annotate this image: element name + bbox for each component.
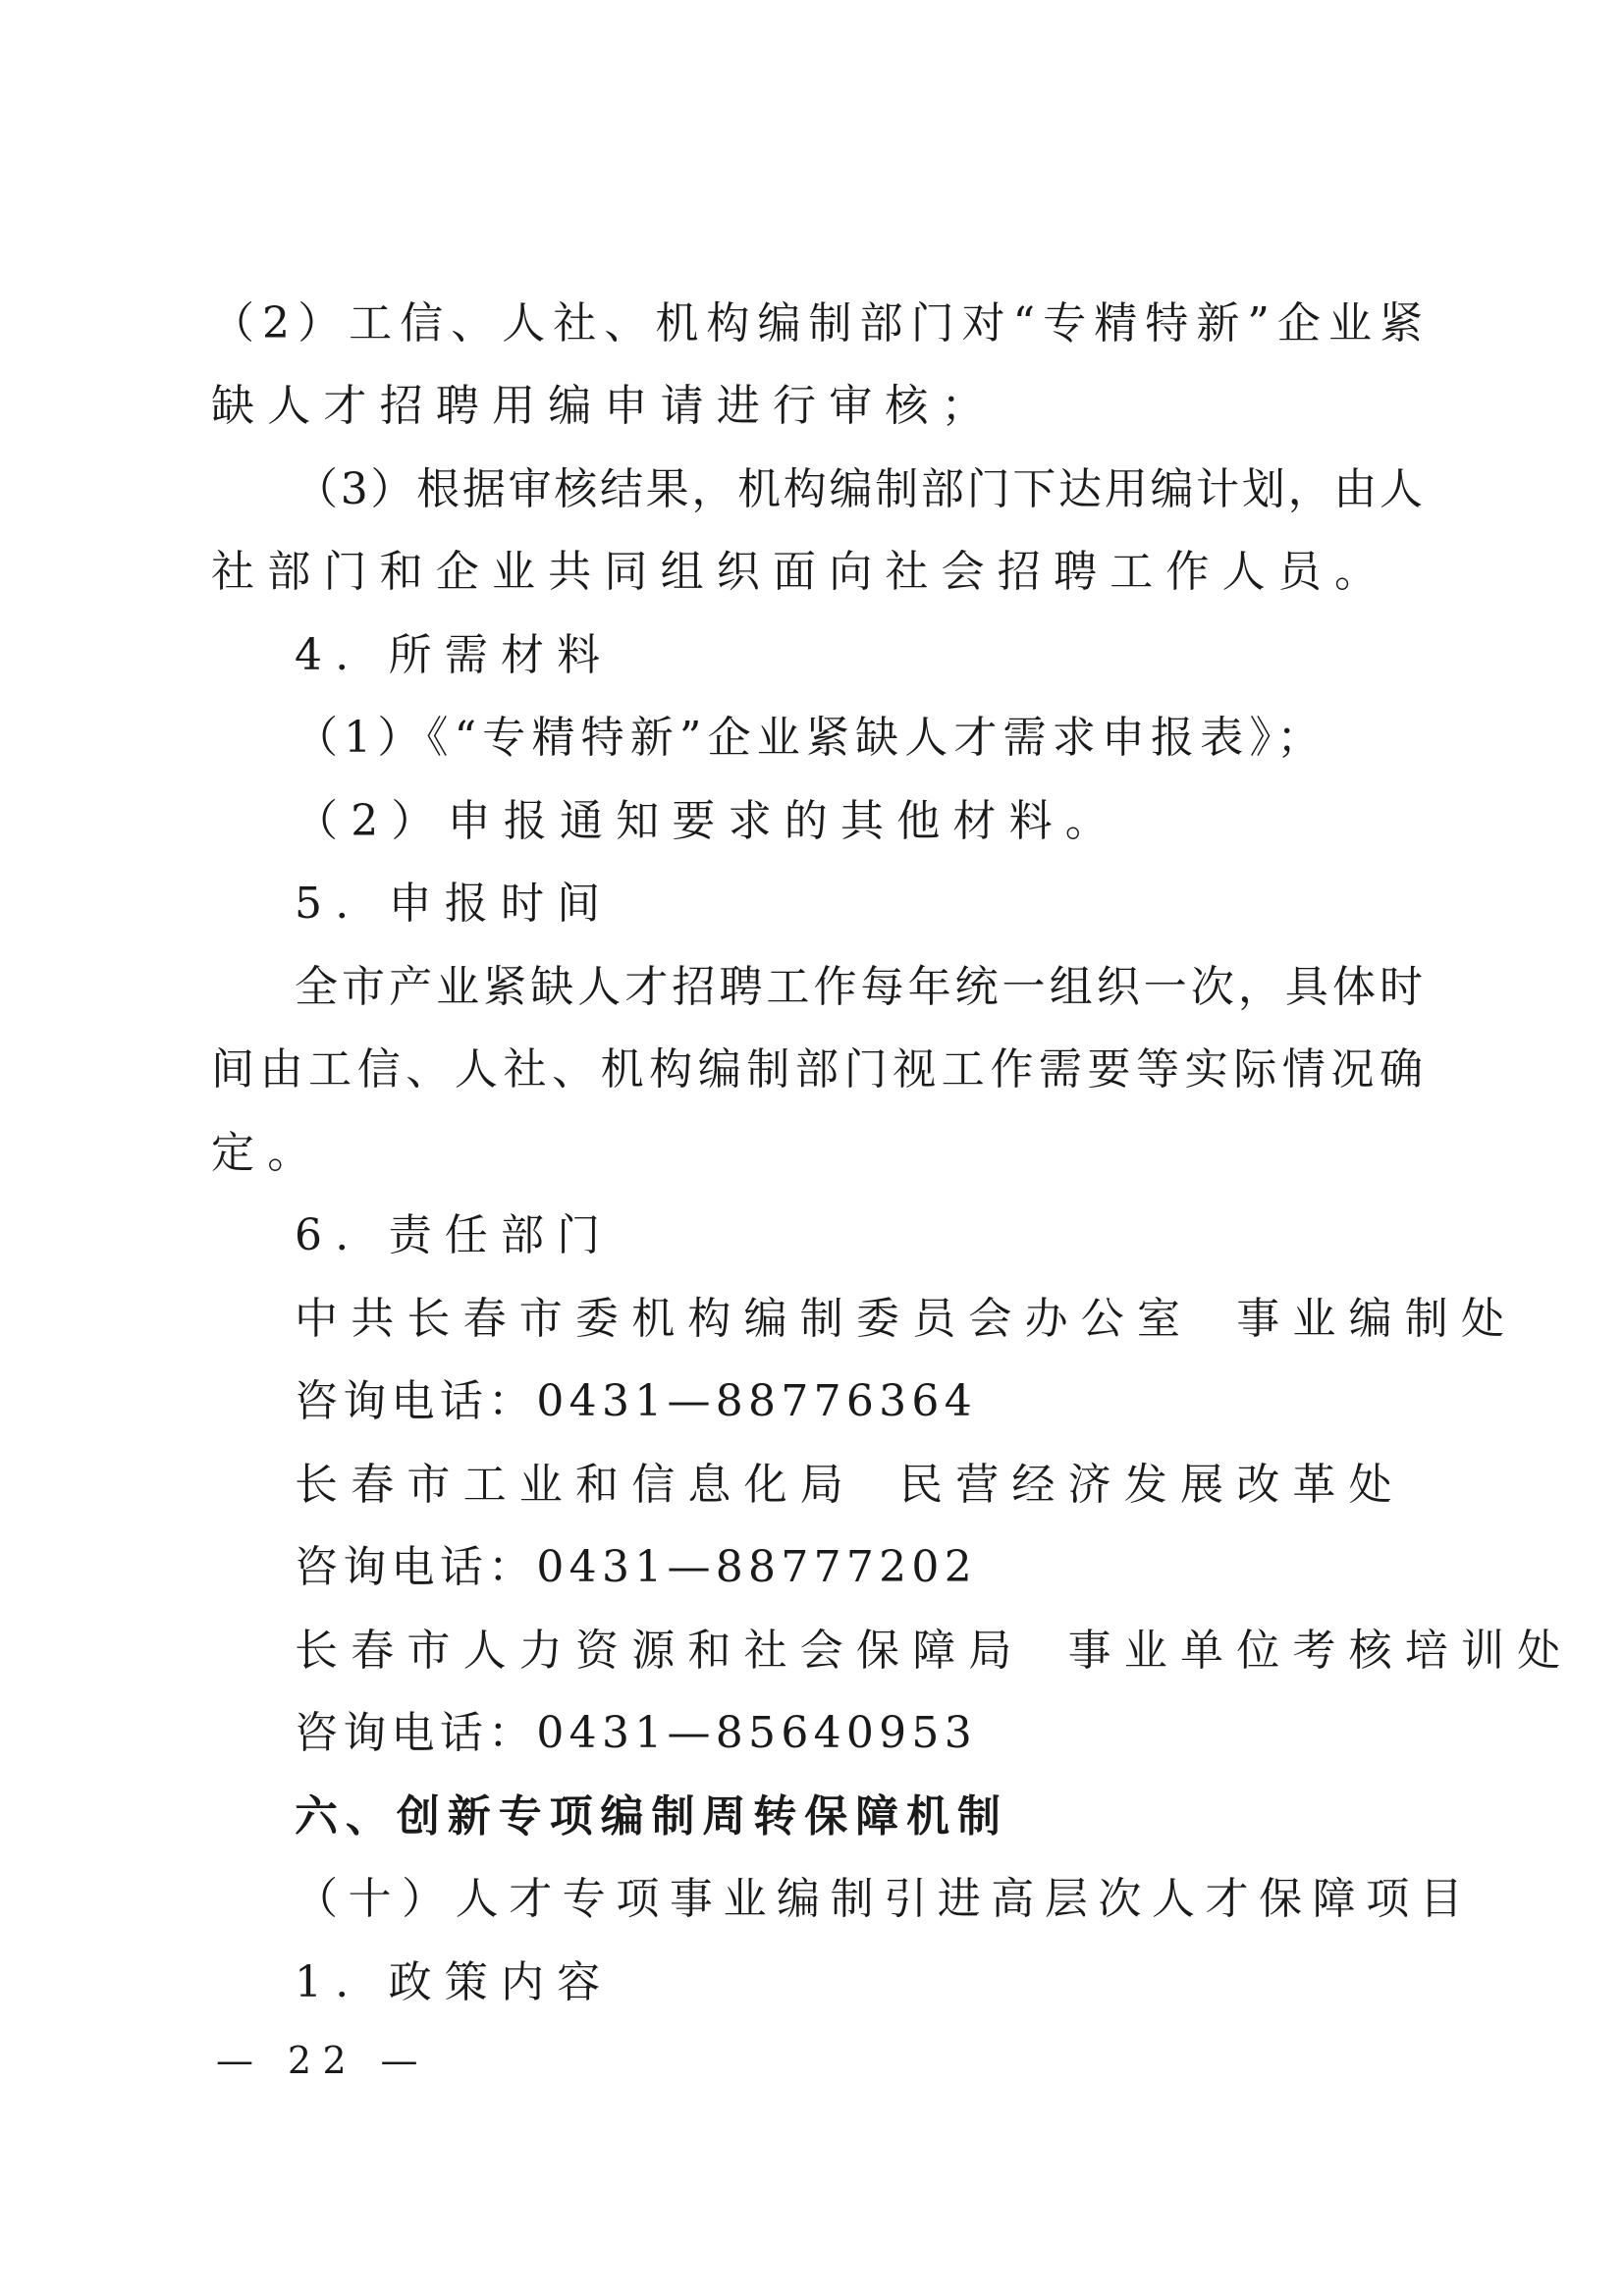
subsection-heading: （十）人才专项事业编制引进高层次人才保障项目 — [295, 1874, 1474, 1924]
section-heading: 六、创新专项编制周转保障机制 — [295, 1791, 1008, 1842]
contact-org: 长春市工业和信息化局 民营经济发展改革处 — [295, 1460, 1405, 1510]
paragraph-line: 全市产业紧缺人才招聘工作每年统一组织一次，具体时 — [295, 962, 1423, 1012]
contact-org: 长春市人力资源和社会保障局 事业单位考核培训处 — [295, 1626, 1574, 1676]
paragraph-line: （2）工信、人社、机构编制部门对“专精特新”企业紧 — [211, 298, 1423, 348]
paragraph-line: 缺人才招聘用编申请进行审核； — [211, 381, 998, 431]
contact-phone: 咨询电话：0431—85640953 — [295, 1708, 977, 1758]
paragraph-line: 定。 — [211, 1128, 324, 1178]
list-item: （1）《“专精特新”企业紧缺人才需求申报表》； — [295, 713, 1326, 763]
section-title: 1. 政策内容 — [295, 1957, 614, 2007]
section-title: 4. 所需材料 — [295, 630, 614, 680]
paragraph-line: 间由工信、人社、机构编制部门视工作需要等实际情况确 — [211, 1044, 1423, 1095]
contact-phone: 咨询电话：0431—88776364 — [295, 1376, 977, 1426]
contact-phone: 咨询电话：0431—88777202 — [295, 1542, 977, 1592]
section-title: 5. 申报时间 — [295, 879, 614, 929]
page-number: — 22 — — [216, 2039, 429, 2082]
paragraph-line: （3）根据审核结果，机构编制部门下达用编计划，由人 — [295, 464, 1423, 514]
paragraph-line: 社部门和企业共同组织面向社会招聘工作人员。 — [211, 547, 1391, 597]
list-item: （2）申报通知要求的其他材料。 — [295, 796, 1121, 846]
contact-org: 中共长春市委机构编制委员会办公室 事业编制处 — [295, 1294, 1518, 1344]
section-title: 6. 责任部门 — [295, 1210, 614, 1260]
